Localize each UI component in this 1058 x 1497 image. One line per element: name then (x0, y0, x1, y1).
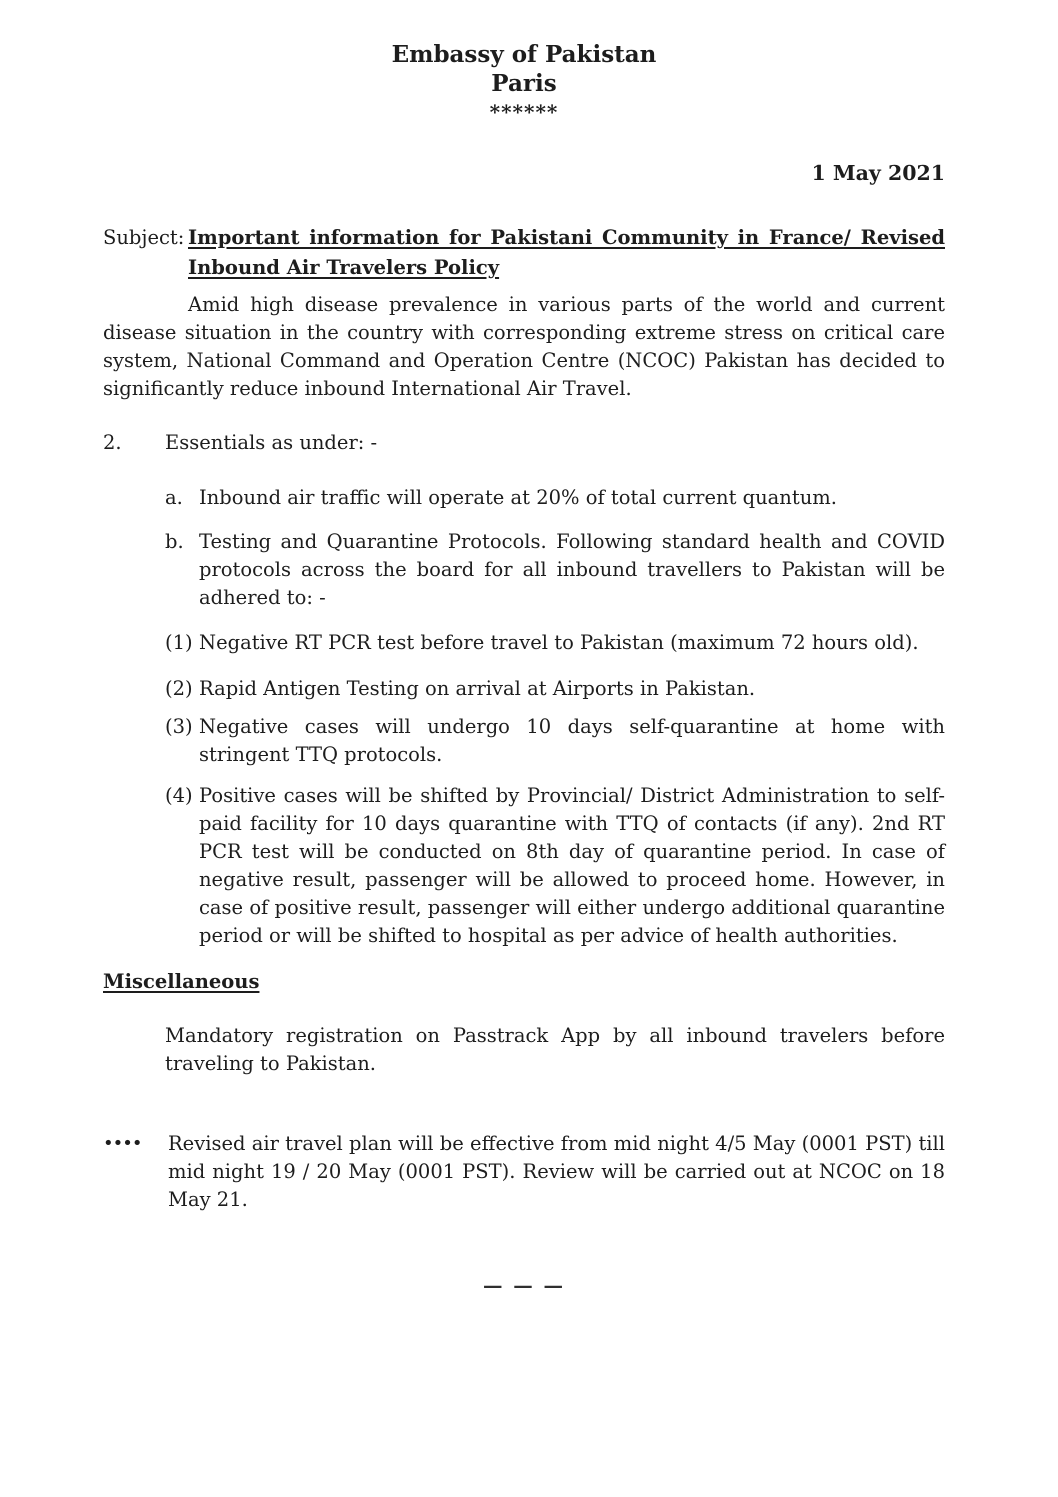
footnote-bullets: •••• (103, 1133, 142, 1154)
list-item-text: Rapid Antigen Testing on arrival at Airports in Pakistan. (199, 677, 756, 700)
list-item-1 (165, 629, 945, 657)
list-item-3 (165, 713, 945, 769)
org-name: Embassy of Pakistan (391, 41, 657, 68)
list-item-b (165, 528, 945, 612)
list-marker: (2) (165, 677, 193, 700)
date-line: 1 May 2021 (811, 161, 945, 185)
miscellaneous-heading (103, 968, 945, 996)
list-marker: (4) (165, 784, 193, 807)
section-2-heading (103, 429, 945, 457)
miscellaneous-heading-text: Miscellaneous (103, 970, 260, 993)
list-item-text: Negative RT PCR test before travel to Pakistan (maximum 72 hours old). (199, 631, 919, 654)
asterisk-separator: ****** (489, 100, 559, 124)
subject-text: Important information for Pakistani Community in France/ Revised Inbound Air Travelers Policy (188, 226, 945, 279)
miscellaneous-paragraph: Mandatory registration on Passtrack App by all inbound travelers before traveling to Pakistan. (165, 1024, 945, 1075)
list-item-4 (165, 782, 945, 950)
section-number: 2. (103, 431, 122, 454)
subject-row (103, 223, 945, 283)
list-item-text: Negative cases will undergo 10 days self-quarantine at home with stringent TTQ protocols. (199, 715, 945, 766)
list-item-text: Positive cases will be shifted by Provincial/ District Administration to self-paid facility for 10 days quarantine with TTQ of contacts (if any). 2nd RT PCR test will be conducted on 8th day of quarantine period. In case of negative result, passenger will be allowed to proceed home. However, in case of positive result, passenger will either undergo additional quarantine period or will be shifted to hospital as per advice of health authorities. (199, 784, 945, 947)
list-marker: b. (165, 530, 184, 553)
section-title: Essentials as under: - (165, 431, 378, 454)
intro-paragraph: Amid high disease prevalence in various parts of the world and current disease situation in the country with corresponding extreme stress on critical care system, National Command and Operation Centre (NCOC) Pakistan has decided to significantly reduce inbound International Air Travel. (103, 293, 945, 400)
list-item-text: Testing and Quarantine Protocols. Following standard health and COVID protocols across the board for all inbound travellers to Pakistan will be adhered to: - (199, 530, 945, 609)
list-item-a (165, 484, 945, 512)
list-item-text: Inbound air traffic will operate at 20% of total current quantum. (199, 486, 837, 509)
footnote (103, 1130, 945, 1214)
letterhead (103, 40, 945, 127)
org-city: Paris (491, 70, 557, 97)
list-marker: (1) (165, 631, 193, 654)
subject-label: Subject: (103, 226, 185, 249)
list-item-2 (165, 675, 945, 703)
footnote-text: Revised air travel plan will be effective from mid night 4/5 May (0001 PST) till mid night 19 / 20 May (0001 PST). Review will be carried out at NCOC on 18 May 21. (168, 1132, 945, 1211)
list-marker: a. (165, 486, 183, 509)
list-marker: (3) (165, 715, 193, 738)
footer-separator: — — — (482, 1274, 566, 1297)
